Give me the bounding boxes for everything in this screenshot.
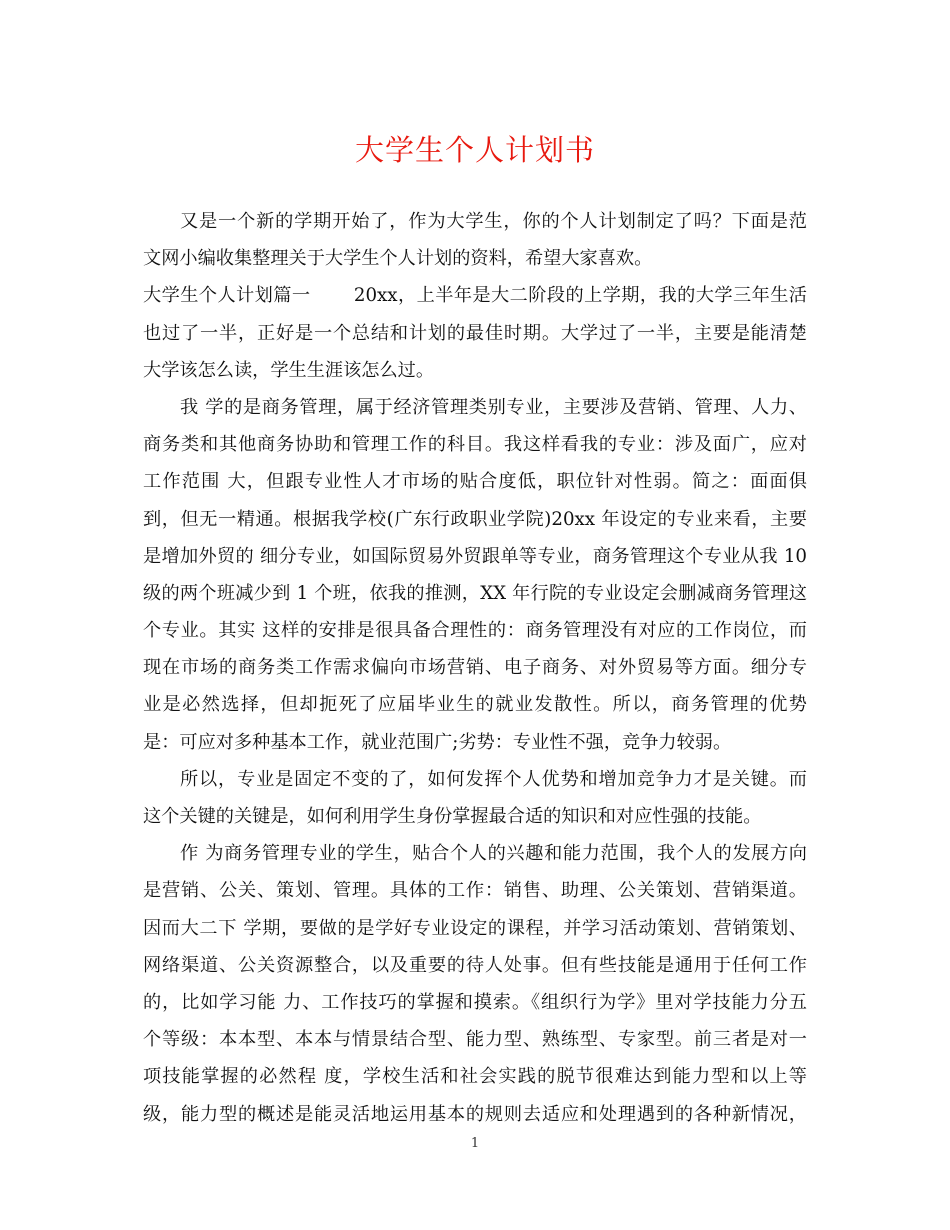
text-line: 又是一个新的学期开始了，作为大学生，你的个人计划制定了吗？下面是范 bbox=[180, 211, 807, 232]
text-line: 也过了一半，正好是一个总结和计划的最佳时期。大学过了一半，主要是能清楚 bbox=[143, 322, 807, 344]
text-line: 这个关键的关键是，如何利用学生身份掌握最合适的知识和对应性强的技能。 bbox=[143, 806, 762, 827]
page-number: 1 bbox=[470, 1136, 480, 1151]
text-line: 商务类和其他商务协助和管理工作的科目。我这样看我的专业：涉及面广，应对 bbox=[143, 434, 807, 456]
text-line: 级的两个班减少到 1 个班，依我的推测，XX 年行院的专业设定会删减商务管理这 bbox=[143, 582, 807, 604]
document-body bbox=[143, 203, 807, 1133]
text-line: 网络渠道、公关资源整合，以及重要的待人处事。但有些技能是通用于任何工作 bbox=[143, 954, 807, 976]
text-line: 大学生个人计划篇一 20xx，上半年是大二阶段的上学期，我的大学三年生活 bbox=[143, 285, 807, 307]
text-line: 现在市场的商务类工作需求偏向市场营销、电子商务、对外贸易等方面。细分专 bbox=[143, 657, 807, 679]
text-line: 所以，专业是固定不变的了，如何发挥个人优势和增加竞争力才是关键。而 bbox=[180, 768, 807, 790]
text-line: 个等级：本本型、本本与情景结合型、能力型、熟练型、专家型。前三者是对一 bbox=[143, 1029, 807, 1051]
text-line: 级，能力型的概述是能灵活地运用基本的规则去适应和处理遇到的各种新情况， bbox=[143, 1103, 807, 1125]
document-title: 大学生个人计划书 bbox=[354, 133, 595, 167]
text-line: 项技能掌握的必然程 度，学校生活和社会实践的脱节很难达到能力型和以上等 bbox=[143, 1066, 807, 1088]
text-line: 到，但无一精通。根据我学校(广东行政职业学院)20xx 年设定的专业来看，主要 bbox=[143, 508, 807, 530]
text-line: 是：可应对多种基本工作，就业范围广;劣势：专业性不强，竞争力较弱。 bbox=[143, 731, 732, 753]
text-line: 个专业。其实 这样的安排是很具备合理性的：商务管理没有对应的工作岗位，而 bbox=[143, 620, 807, 642]
text-line: 是营销、公关、策划、管理。具体的工作：销售、助理、公关策划、营销渠道。 bbox=[143, 880, 807, 902]
text-line: 因而大二下 学期，要做的是学好专业设定的课程，并学习活动策划、营销策划、 bbox=[143, 917, 807, 939]
text-line: 我 学的是商务管理，属于经济管理类别专业，主要涉及营销、管理、人力、 bbox=[180, 396, 807, 418]
text-line: 大学该怎么读，学生生涯该怎么过。 bbox=[143, 359, 435, 381]
text-line: 文网小编收集整理关于大学生个人计划的资料，希望大家喜欢。 bbox=[143, 248, 653, 270]
text-line: 业是必然选择，但却扼死了应届毕业生的就业发散性。所以，商务管理的优势 bbox=[143, 694, 807, 716]
text-line: 的，比如学习能 力、工作技巧的掌握和摸索。《组织行为学》里对学技能力分五 bbox=[143, 991, 807, 1013]
text-line: 作 为商务管理专业的学生，贴合个人的兴趣和能力范围，我个人的发展方向 bbox=[180, 843, 807, 865]
text-line: 是增加外贸的 细分专业，如国际贸易外贸跟单等专业，商务管理这个专业从我 10 bbox=[143, 545, 807, 567]
text-line: 工作范围 大，但跟专业性人才市场的贴合度低，职位针对性弱。简之：面面俱 bbox=[143, 471, 807, 493]
